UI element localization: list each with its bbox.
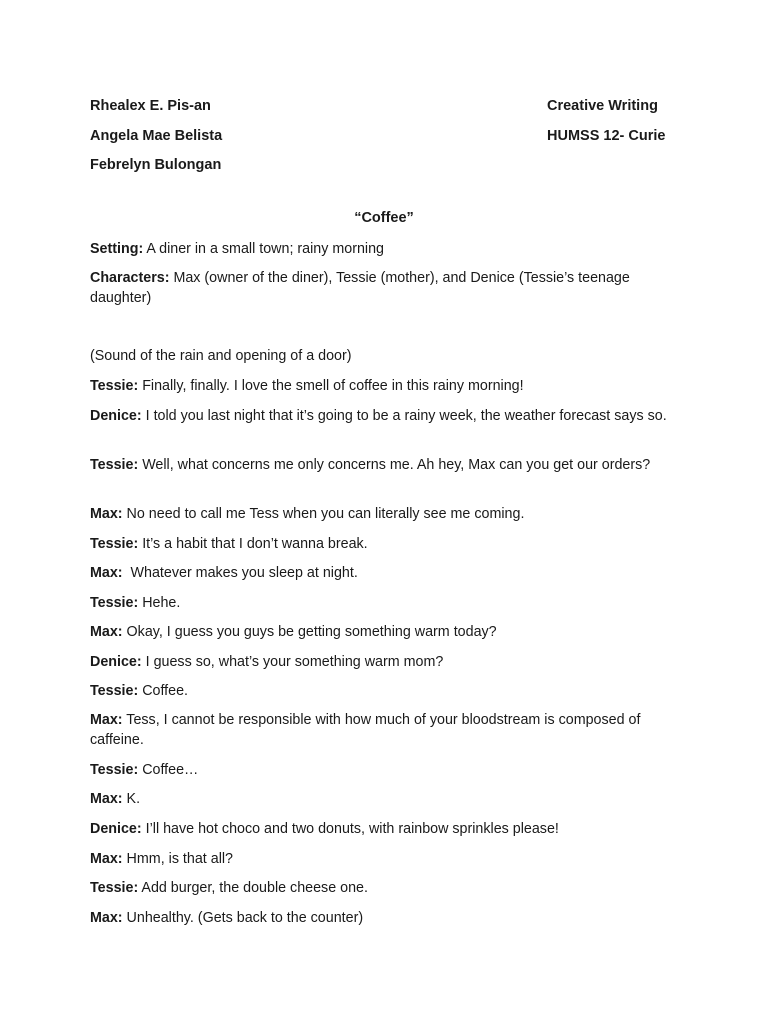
dialogue-text: Well, what concerns me only concerns me. Ah hey, Max can you get our orders? [138, 457, 651, 473]
dialogue-text: Okay, I guess you guys be getting something warm today? [122, 624, 497, 640]
author-list [90, 92, 222, 181]
setting-text: A diner in a small town; rainy morning [143, 241, 384, 257]
dialogue-line [90, 790, 690, 810]
dialogue-text: Add burger, the double cheese one. [138, 880, 368, 896]
speaker-name: Tessie: [90, 457, 139, 473]
dialogue-line [90, 564, 690, 584]
class-section: HUMSS 12- Curie [547, 127, 666, 144]
dialogue-line [90, 653, 690, 673]
dialogue-text: K. [122, 791, 141, 807]
dialogue-text: Unhealthy. (Gets back to the counter) [122, 910, 364, 926]
speaker-name: Max: [90, 565, 123, 581]
dialogue-line [90, 407, 690, 427]
speaker-name: Max: [90, 624, 123, 640]
dialogue-line [90, 820, 690, 840]
characters-text: Max (owner of the diner), Tessie (mother), and Denice (Tessie’s teenage daughter) [90, 270, 630, 306]
dialogue-line [90, 761, 690, 781]
play-title: “Coffee” [354, 210, 414, 226]
dialogue-line [90, 909, 690, 929]
dialogue-text: Hehe. [138, 595, 181, 611]
course-info [547, 92, 665, 151]
dialogue-text: I told you last night that it’s going to be a rainy week, the weather forecast says so. [141, 408, 667, 424]
speaker-name: Max: [90, 910, 123, 926]
dialogue-line [90, 879, 690, 899]
speaker-name: Tessie: [90, 683, 139, 699]
setting-paragraph [90, 240, 690, 260]
speaker-name: Max: [90, 851, 123, 867]
speaker-name: Tessie: [90, 595, 139, 611]
dialogue-line [90, 535, 690, 555]
dialogue-line [90, 682, 690, 702]
dialogue-line [90, 594, 690, 614]
speaker-name: Max: [90, 791, 123, 807]
dialogue-text: Finally, finally. I love the smell of coffee in this rainy morning! [138, 378, 524, 394]
speaker-name: Tessie: [90, 762, 139, 778]
dialogue-text: It’s a habit that I don’t wanna break. [138, 536, 368, 552]
speaker-name: Max: [90, 506, 123, 522]
dialogue-line [90, 850, 690, 870]
dialogue-text: I guess so, what’s your something warm mom? [141, 654, 444, 670]
dialogue-text: Coffee… [138, 762, 199, 778]
dialogue-text: I’ll have hot choco and two donuts, with rainbow sprinkles please! [141, 821, 559, 837]
dialogue-line [90, 505, 690, 525]
speaker-name: Tessie: [90, 880, 139, 896]
subject-name: Creative Writing [547, 98, 658, 114]
dialogue-line [90, 456, 690, 476]
dialogue-text: Whatever makes you sleep at night. [122, 565, 358, 581]
dialogue-line [90, 623, 690, 643]
dialogue-text: Hmm, is that all? [122, 851, 234, 867]
stage-direction: (Sound of the rain and opening of a door) [90, 348, 352, 364]
speaker-name: Denice: [90, 821, 142, 837]
dialogue-line [90, 377, 690, 397]
author-name: Angela Mae Belista [90, 127, 223, 144]
speaker-name: Max: [90, 712, 123, 728]
characters-label: Characters: [90, 270, 170, 286]
speaker-name: Tessie: [90, 378, 139, 394]
author-name: Febrelyn Bulongan [90, 157, 222, 173]
author-name: Rhealex E. Pis-an [90, 98, 211, 114]
dialogue-text: Tess, I cannot be responsible with how much of your bloodstream is composed of caffeine. [90, 712, 641, 748]
dialogue-text: Coffee. [138, 683, 189, 699]
dialogue-line [90, 711, 690, 750]
dialogue-text: No need to call me Tess when you can literally see me coming. [122, 506, 525, 522]
speaker-name: Tessie: [90, 536, 139, 552]
speaker-name: Denice: [90, 408, 142, 424]
setting-label: Setting: [90, 241, 144, 257]
speaker-name: Denice: [90, 654, 142, 670]
characters-paragraph [90, 269, 690, 308]
